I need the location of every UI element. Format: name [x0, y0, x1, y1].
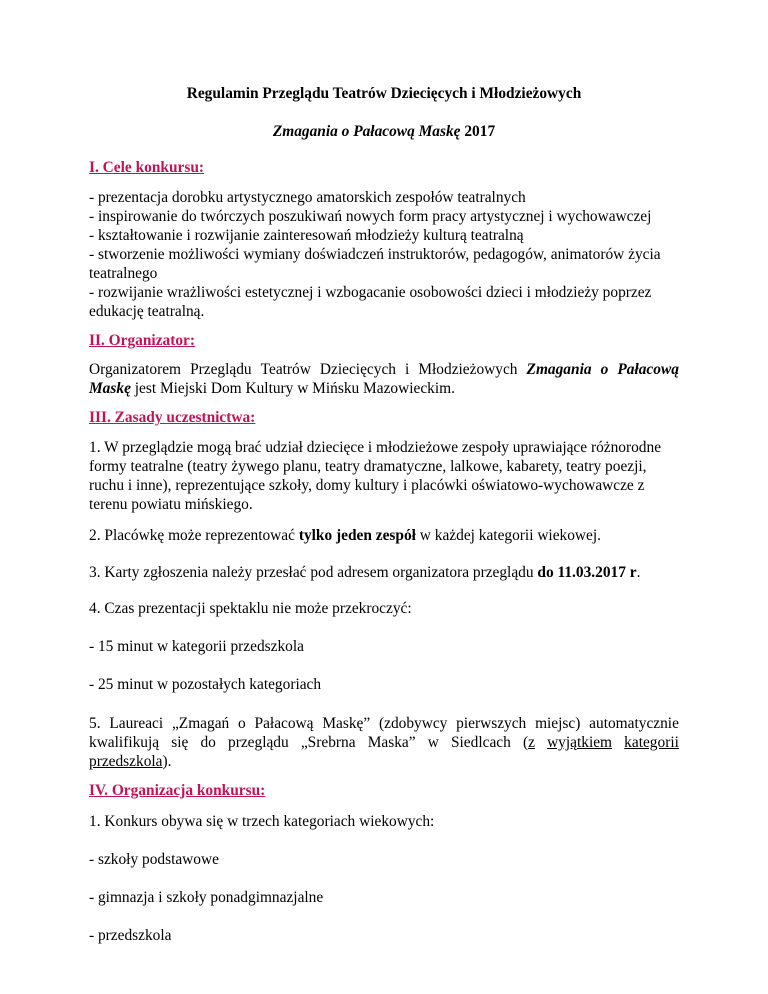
zasady-p5-text: ). — [162, 753, 172, 770]
section-heading-zasady: III. Zasady uczestnictwa: — [89, 409, 256, 426]
zasady-p5-word: Maska” — [367, 734, 416, 751]
zasady-p5-word: miejsc) — [535, 715, 581, 732]
organizator-word: Dziecięcych — [319, 361, 396, 378]
zasady-p5-exception — [523, 733, 535, 752]
zasady-p5-word: pierwszych — [456, 715, 527, 732]
zasady-p1-line: ruchu i inne), reprezentujące szkoły, domy kultury i placówki oświatowo-wychowawcze z — [89, 477, 645, 494]
organizator-word: i — [405, 361, 410, 378]
organizacja-item: - szkoły podstawowe — [89, 851, 219, 868]
organizator-text: jest Miejski Dom Kultury w Mińsku Mazowieckim. — [130, 380, 455, 397]
zasady-p3-text: 3. Karty zgłoszenia należy przesłać pod adresem organizatora przeglądu — [89, 564, 538, 581]
organizator-event-word: Pałacową — [617, 361, 679, 378]
zasady-p5-exception-word: z — [528, 734, 535, 751]
zasady-p5-paren: ( — [522, 734, 529, 751]
zasady-p5-word: się — [171, 734, 189, 751]
zasady-p5-word: (zdobywcy — [378, 715, 448, 732]
organizator-line-2 — [89, 379, 455, 398]
zasady-p5-exception-word: przedszkola — [89, 753, 163, 770]
organizator-word: Przeglądu — [190, 361, 252, 378]
zasady-p4-item: - 25 minut w pozostałych kategoriach — [89, 676, 322, 693]
zasady-p5-word: przeglądu — [228, 734, 289, 751]
zasady-p5-word: Siedlcach — [450, 734, 511, 751]
zasady-p5-word: automatycznie — [589, 715, 679, 732]
zasady-p5-line-2 — [89, 733, 679, 752]
zasady-p5-word: Pałacową — [254, 715, 314, 732]
zasady-p1-line: terenu powiatu mińskiego. — [89, 496, 253, 513]
zasady-p5-word: „Srebrna — [300, 734, 356, 751]
organizacja-item: - przedszkola — [89, 927, 172, 944]
zasady-p3-text: . — [636, 564, 641, 581]
cele-line: - stworzenie możliwości wymiany doświadczeń instruktorów, pedagogów, animatorów życia — [89, 246, 661, 263]
cele-line: - prezentacja dorobku artystycznego amatorskich zespołów teatralnych — [89, 189, 526, 206]
zasady-p5-line-3 — [89, 752, 171, 771]
organizator-word: Teatrów — [260, 361, 311, 378]
section-heading-organizacja: IV. Organizacja konkursu: — [89, 782, 266, 799]
zasady-p5-word: w — [427, 734, 439, 751]
organizator-event-word: Zmagania — [526, 361, 592, 378]
document-title: Regulamin Przeglądu Teatrów Dziecięcych i Młodzieżowych — [186, 85, 582, 102]
zasady-p5-exception-word: kategorii — [624, 734, 679, 751]
cele-line: - rozwijanie wrażliwości estetycznej i wzbogacanie osobowości dzieci i młodzieży poprzez — [89, 284, 652, 301]
zasady-p5-line-1 — [89, 714, 679, 733]
cele-line: edukację teatralną. — [89, 303, 205, 320]
cele-line: - kształtowanie i rozwijanie zainteresowań młodzieży kulturą teatralną — [89, 227, 524, 244]
zasady-p2-text: 2. Placówkę może reprezentować — [89, 527, 299, 544]
organizacja-p1: 1. Konkurs obywa się w trzech kategoriach wiekowych: — [89, 813, 435, 830]
zasady-p5-exception-word: wyjątkiem — [547, 734, 613, 751]
cele-line: teatralnego — [89, 265, 158, 282]
zasady-p1-line: formy teatralne (teatry żywego planu, teatry dramatyczne, lalkowe, kabarety, teatry poezji, — [89, 458, 647, 475]
organizator-word: Młodzieżowych — [418, 361, 518, 378]
subtitle-year: 2017 — [460, 123, 496, 140]
zasady-p2-bold: tylko jeden zespół — [298, 527, 416, 544]
zasady-p5-word: kwalifikują — [89, 734, 160, 751]
section-heading-organizator: II. Organizator: — [89, 332, 196, 349]
organizator-event-word: o — [600, 361, 609, 378]
zasady-p5-word: o — [238, 715, 246, 732]
zasady-p5-word: Maskę” — [322, 715, 371, 732]
zasady-p3 — [89, 563, 640, 582]
organizacja-item: - gimnazja i szkoły ponadgimnazjalne — [89, 889, 324, 906]
organizator-word: Organizatorem — [89, 361, 182, 378]
zasady-p2 — [89, 526, 601, 545]
zasady-p4: 4. Czas prezentacji spektaklu nie może przekroczyć: — [89, 600, 412, 617]
zasady-p2-text: w każdej kategorii wiekowej. — [415, 527, 602, 544]
zasady-p5-word: Laureaci — [109, 715, 164, 732]
cele-line: - inspirowanie do twórczych poszukiwań nowych form pracy artystycznej i wychowawczej — [89, 208, 652, 225]
zasady-p4-item: - 15 minut w kategorii przedszkola — [89, 638, 304, 655]
zasady-p1-line: 1. W przeglądzie mogą brać udział dziecięce i młodzieżowe zespoły uprawiające różnorodne — [89, 439, 662, 456]
zasady-p5-word: do — [200, 734, 216, 751]
section-heading-cele: I. Cele konkursu: — [89, 159, 205, 176]
subtitle-italic: Zmagania o Pałacową Maskę — [272, 123, 461, 140]
zasady-p3-deadline: do 11.03.2017 r — [537, 564, 637, 581]
document-subtitle — [0, 122, 768, 141]
organizator-line-1 — [89, 360, 679, 379]
organizator-event-word: Maskę — [89, 380, 131, 397]
zasady-p5-word: „Zmagań — [171, 715, 230, 732]
zasady-p5-word: 5. — [89, 715, 101, 732]
